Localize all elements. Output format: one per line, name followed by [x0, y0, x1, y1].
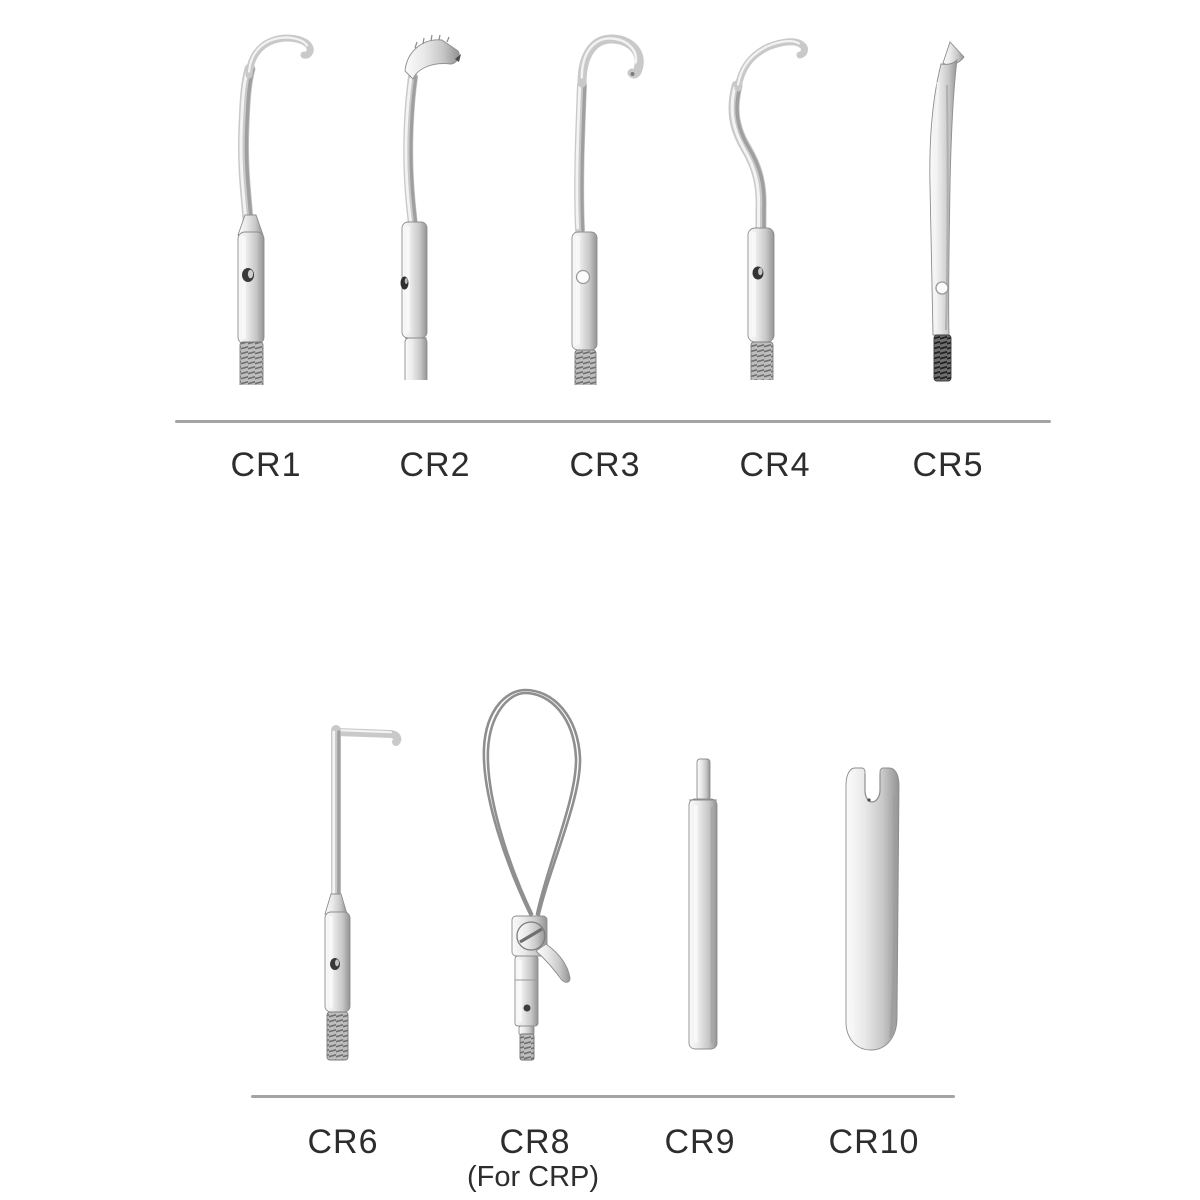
label-cr8-sublabel: (For CRP): [466, 1161, 600, 1193]
label-cr1: CR1: [230, 446, 302, 484]
cr1-instrument-illustration: [220, 25, 320, 385]
label-cr9: CR9: [664, 1123, 736, 1161]
label-cr6: CR6: [307, 1123, 379, 1161]
cr8-instrument-illustration: [468, 680, 603, 1065]
label-cr3: CR3: [569, 446, 641, 484]
cr9-instrument-illustration: [682, 755, 727, 1055]
cr10-instrument-illustration: [838, 760, 908, 1058]
label-cr10: CR10: [828, 1123, 920, 1161]
label-cr8: CR8: [499, 1123, 571, 1161]
cr2-instrument-illustration: [385, 25, 485, 380]
cr5-instrument-illustration: [905, 30, 985, 388]
label-cr5: CR5: [912, 446, 984, 484]
bottom-row-divider-line: [251, 1095, 955, 1098]
top-row-divider-line: [175, 420, 1051, 423]
label-cr4: CR4: [739, 446, 811, 484]
cr4-instrument-illustration: [715, 28, 820, 380]
cr3-instrument-illustration: [555, 25, 655, 385]
cr6-instrument-illustration: [315, 718, 415, 1066]
label-cr2: CR2: [399, 446, 471, 484]
